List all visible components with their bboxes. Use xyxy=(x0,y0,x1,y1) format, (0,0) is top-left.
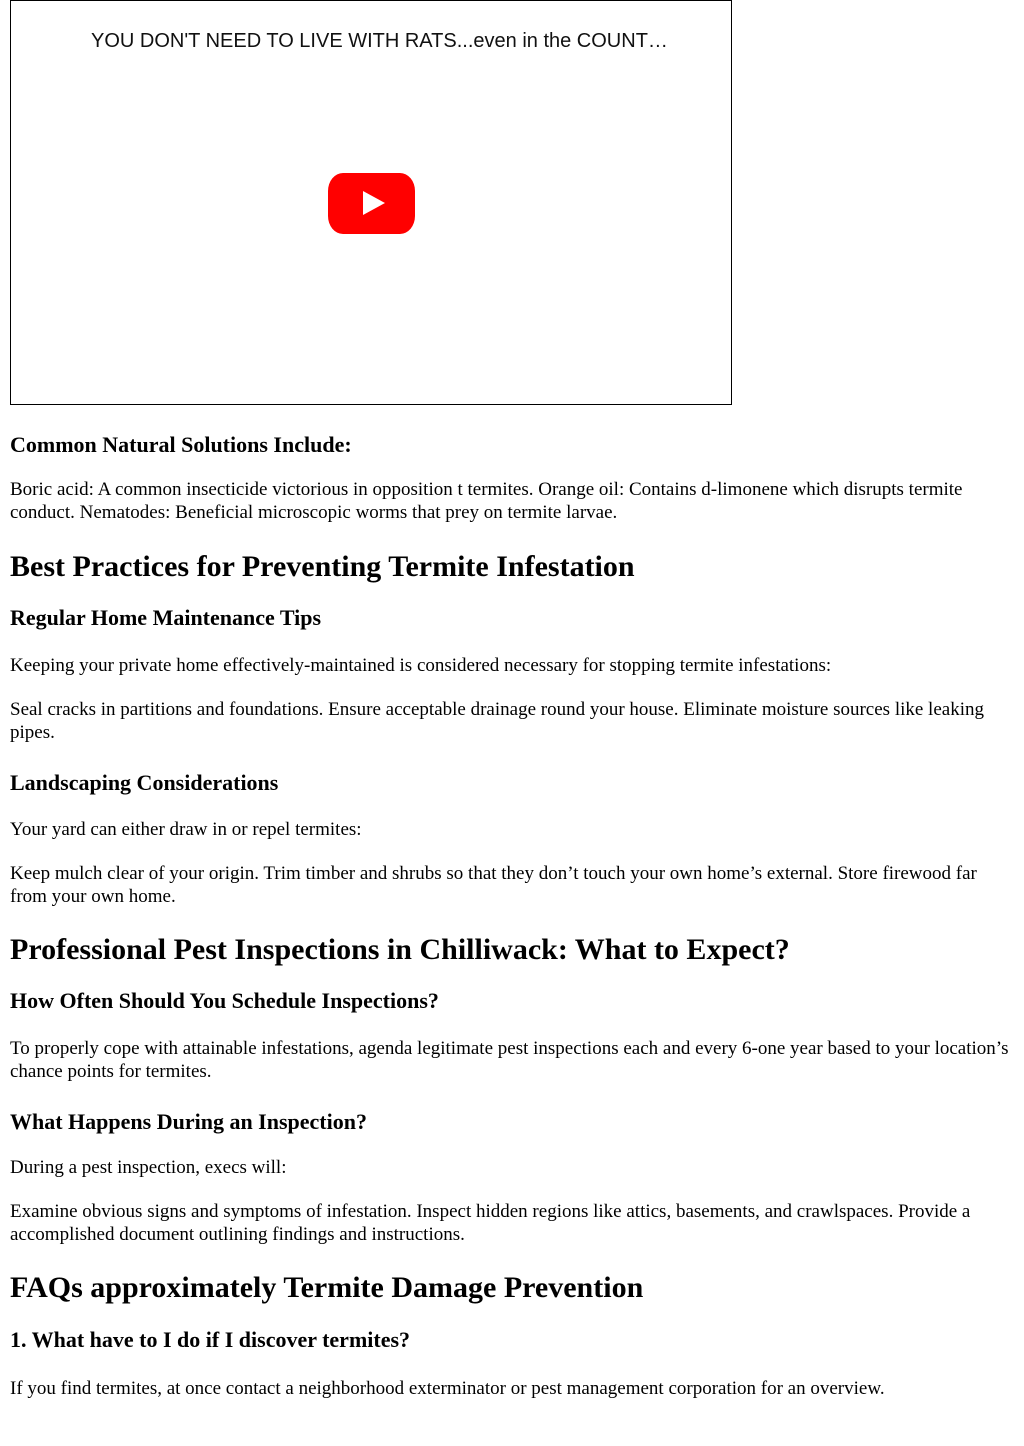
landscaping-intro: Your yard can either draw in or repel termites: xyxy=(10,819,362,840)
video-embed[interactable] xyxy=(10,0,732,405)
play-icon xyxy=(363,191,385,215)
maintenance-heading: Regular Home Maintenance Tips xyxy=(10,605,322,630)
maintenance-intro: Keeping your private home effectively-maintained is considered necessary for stopping termite infestations: xyxy=(10,655,832,676)
during-inspection-intro: During a pest inspection, execs will: xyxy=(10,1157,287,1178)
maintenance-text: Seal cracks in partitions and foundations. Ensure acceptable drainage round your house. Eliminate moisture sources like leaking pipes. xyxy=(10,699,984,743)
play-button[interactable] xyxy=(328,173,415,234)
how-often-heading: How Often Should You Schedule Inspections? xyxy=(10,988,439,1013)
inspections-heading: Professional Pest Inspections in Chilliwack: What to Expect? xyxy=(10,933,790,966)
best-practices-heading: Best Practices for Preventing Termite Infestation xyxy=(10,550,635,583)
how-often-text: To properly cope with attainable infestations, agenda legitimate pest inspections each and every 6-one year based to your location’s chance points for termites. xyxy=(10,1038,1009,1082)
natural-solutions-text: Boric acid: A common insecticide victorious in opposition t termites. Orange oil: Contains d-limonene which disrupts termite conduct. Nematodes: Beneficial microscopic worms that prey on termite larvae. xyxy=(10,479,963,523)
faq1-heading: 1. What have to I do if I discover termites? xyxy=(10,1327,411,1352)
during-inspection-text: Examine obvious signs and symptoms of infestation. Inspect hidden regions like attics, basements, and crawlspaces. Provide a accomplished document outlining findings and instructions. xyxy=(10,1201,971,1245)
during-inspection-heading: What Happens During an Inspection? xyxy=(10,1109,367,1134)
landscaping-text: Keep mulch clear of your origin. Trim timber and shrubs so that they don’t touch your own home’s external. Store firewood far from your own home. xyxy=(10,863,977,907)
natural-solutions-heading: Common Natural Solutions Include: xyxy=(10,432,352,457)
video-title[interactable]: YOU DON'T NEED TO LIVE WITH RATS...even in the COUNT… xyxy=(91,30,668,52)
faq-heading: FAQs approximately Termite Damage Prevention xyxy=(10,1271,644,1304)
faq1-text: If you find termites, at once contact a neighborhood exterminator or pest management corporation for an overview. xyxy=(10,1378,885,1399)
landscaping-heading: Landscaping Considerations xyxy=(10,770,279,795)
